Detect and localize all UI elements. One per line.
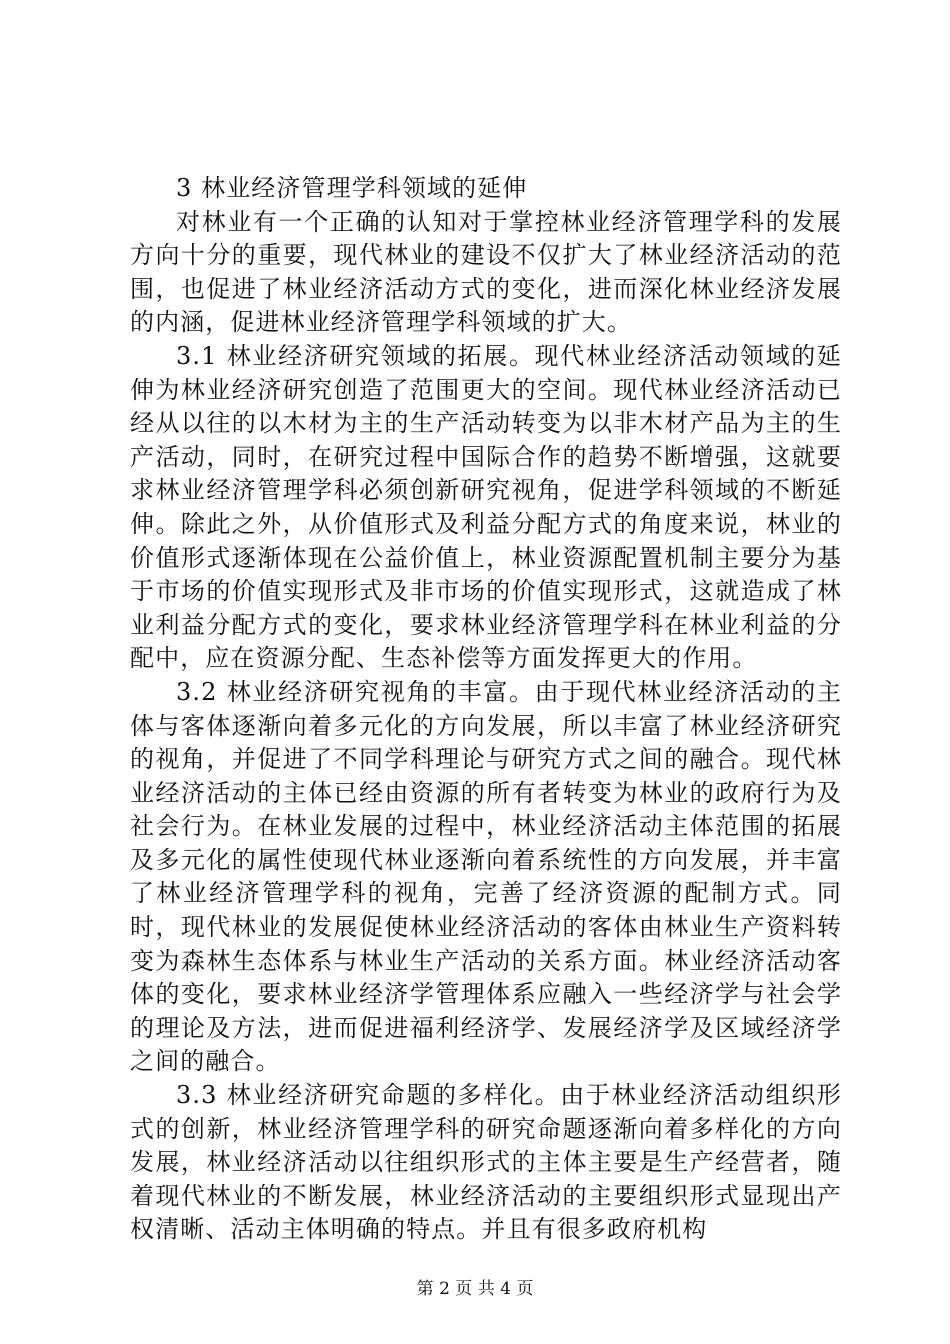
paragraph-3-1: 3.1 林业经济研究领域的拓展。现代林业经济活动领域的延伸为林业经济研究创造了范围更大的空间。现代林业经济活动已经从以往的以木材为主的生产活动转变为以非木材产品为主的生产活动，同时，在研究过程中国际合作的趋势不断增强，这就要求林业经济管理学科必须创新研究视角，促进学科领域的不断延伸。除此之外，从价值形式及利益分配方式的角度来说，林业的价值形式逐渐体现在公益价值上，林业资源配置机制主要分为基于市场的价值实现形式及非市场的价值实现形式，这就造成了林业利益分配方式的变化，要求林业经济管理学科在林业利益的分配中，应在资源分配、生态补偿等方面发挥更大的作用。 [130, 341, 842, 673]
page-footer: 第 2 页 共 4 页 [416, 1279, 534, 1299]
paragraph-3-2: 3.2 林业经济研究视角的丰富。由于现代林业经济活动的主体与客体逐渐向着多元化的方向发展，所以丰富了林业经济研究的视角，并促进了不同学科理论与研究方式之间的融合。现代林业经济活动的主体已经由资源的所有者转变为林业的政府行为及社会行为。在林业发展的过程中，林业经济活动主体范围的拓展及多元化的属性使现代林业逐渐向着系统性的方向发展，并丰富了林业经济管理学科的视角，完善了经济资源的配制方式。同时，现代林业的发展促使林业经济活动的客体由林业生产资料转变为森林生态体系与林业生产活动的关系方面。林业经济活动客体的变化，要求林业经济学管理体系应融入一些经济学与社会学的理论及方法，进而促进福利经济学、发展经济学及区域经济学之间的融合。 [130, 677, 842, 1076]
paragraph-3-3: 3.3 林业经济研究命题的多样化。由于林业经济活动组织形式的创新，林业经济管理学科的研究命题逐渐向着多样化的方向发展，林业经济活动以往组织形式的主体主要是生产经营者，随着现代林业的不断发展，林业经济活动的主要组织形式显现出产权清晰、活动主体明确的特点。并且有很多政府机构 [130, 1081, 842, 1244]
section-heading: 3 林业经济管理学科领域的延伸 [176, 174, 528, 202]
intro-paragraph: 对林业有一个正确的认知对于掌控林业经济管理学科的发展方向十分的重要，现代林业的建设不仅扩大了林业经济活动的范围，也促进了林业经济活动方式的变化，进而深化林业经济发展的内涵，促进林业经济管理学科领域的扩大。 [130, 207, 842, 337]
document-body [130, 172, 842, 1247]
